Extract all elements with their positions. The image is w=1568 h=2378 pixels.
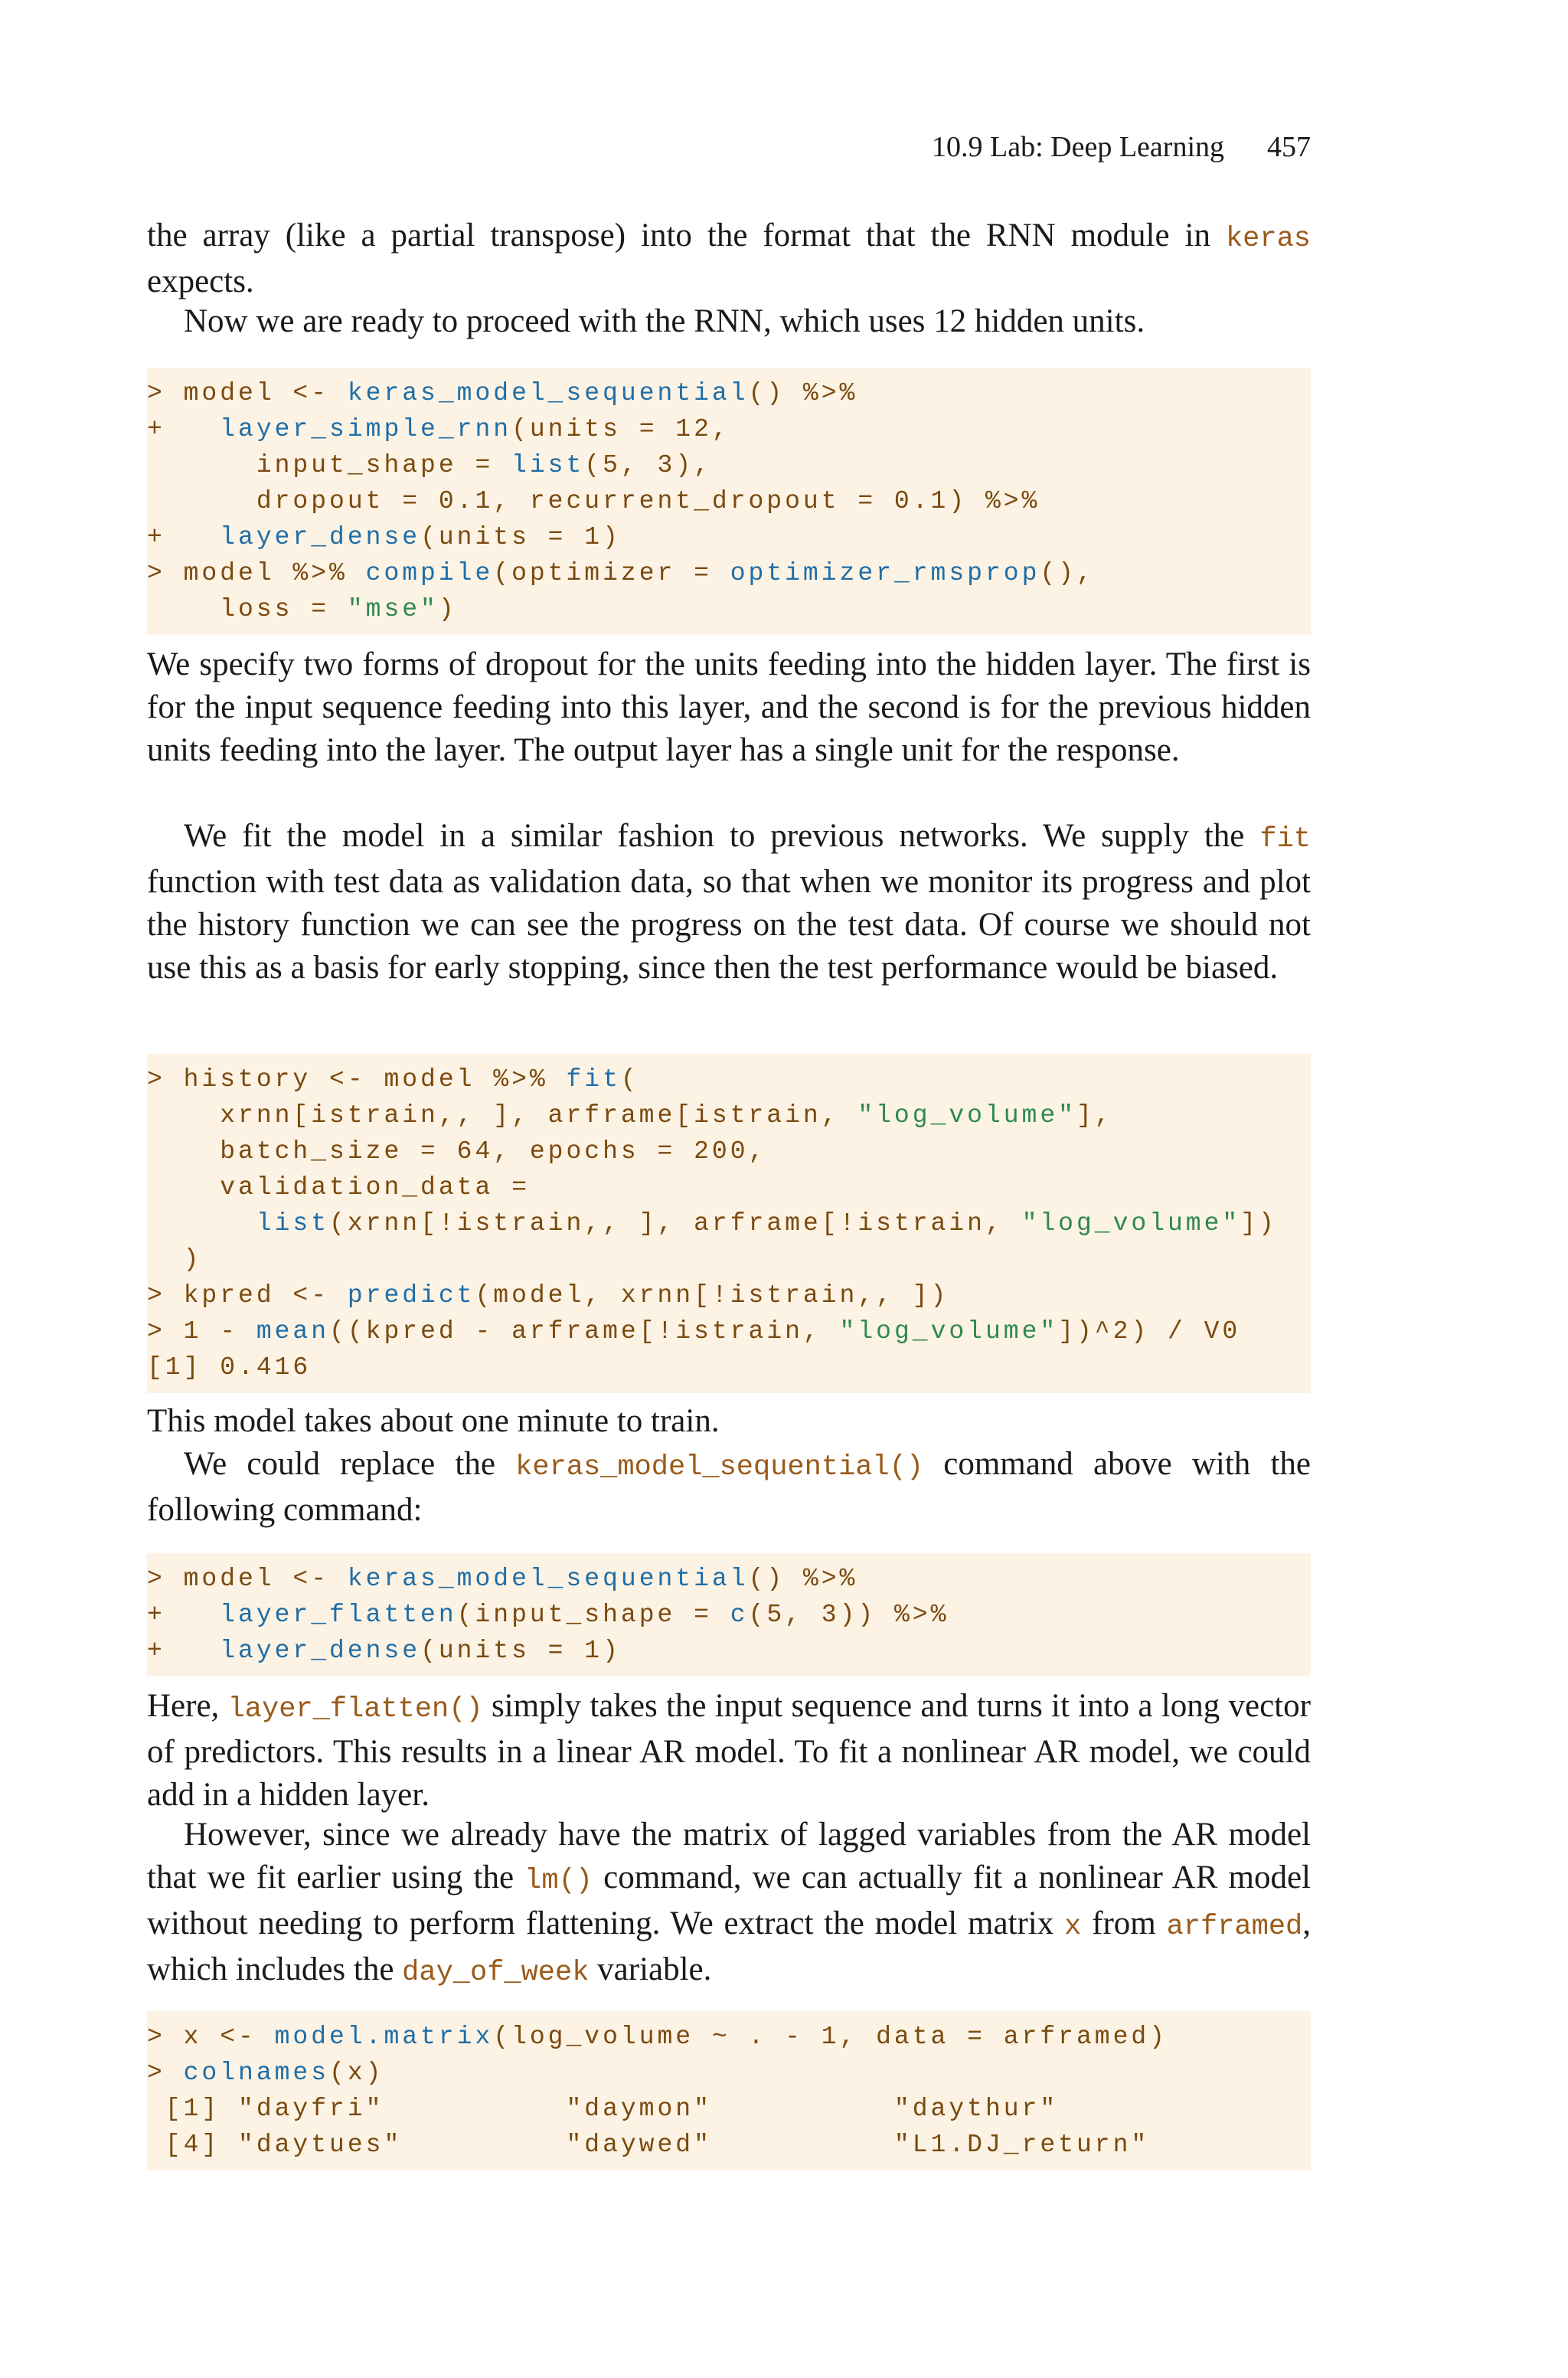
paragraph-7: Here, layer_flatten() simply takes the input sequence and turns it into a long vector of predictors. This results in a linear AR model. To fit a nonlinear AR model, we could add in a hidden layer. (147, 1688, 1311, 1813)
paragraph-2: Now we are ready to proceed with the RNN, which uses 12 hidden units. (184, 303, 1145, 339)
code-token: colnames (183, 2059, 330, 2087)
paragraph-3: We specify two forms of dropout for the units feeding into the hidden layer. The first is for the input sequence feeding into this layer, and the second is for the previous hidden units feeding into the layer. The output layer has a single unit for the response. (147, 646, 1311, 768)
code-token: (xrnn[!istrain,, ], arframe[!istrain, (329, 1209, 1022, 1238)
code-line (147, 1597, 1311, 1633)
code-token: ], (1076, 1101, 1113, 1130)
code-token: ]) (1240, 1209, 1277, 1238)
code-token: layer_dense (220, 523, 421, 551)
code-line (147, 1313, 1311, 1349)
code-token: compile (365, 559, 494, 587)
code-block-3 (147, 1553, 1311, 1676)
code-token: + (147, 523, 220, 551)
code-token: layer_simple_rnn (220, 415, 512, 443)
code-token: fit (566, 1065, 621, 1094)
code-token: c (730, 1601, 749, 1629)
code-token: layer_flatten (220, 1601, 457, 1629)
code-line (147, 375, 1311, 411)
code-line (147, 1133, 1311, 1169)
code-token: list (256, 1209, 330, 1238)
code-line (147, 447, 1311, 483)
code-token: xrnn[istrain,, ], arframe[istrain, (147, 1101, 858, 1130)
running-header (932, 130, 1311, 164)
code-line (147, 1061, 1311, 1097)
inline-code: lm() (524, 1865, 593, 1897)
code-line (147, 591, 1311, 627)
code-block-4 (147, 2011, 1311, 2170)
code-token: (log_volume ~ . - 1, data = arframed) (493, 2023, 1168, 2051)
inline-code: layer_flatten() (227, 1693, 483, 1725)
code-token: list (511, 451, 585, 479)
code-token: input_shape = (147, 451, 512, 479)
code-token: > (147, 2059, 184, 2087)
code-token: > model <- (147, 1565, 348, 1593)
code-line (147, 1205, 1311, 1241)
code-token: ) (438, 595, 457, 623)
inline-code: keras (1225, 223, 1311, 255)
code-token: > model <- (147, 379, 348, 407)
code-token: loss = (147, 595, 348, 623)
code-token: keras_model_sequential (347, 379, 749, 407)
code-line (147, 555, 1311, 591)
code-token: (), (1040, 559, 1095, 587)
code-token: "mse" (347, 595, 439, 623)
code-token: validation_data = (147, 1173, 530, 1202)
code-token: layer_dense (220, 1637, 421, 1665)
code-line (147, 483, 1311, 519)
code-token: mean (256, 1317, 330, 1346)
code-token: (5, 3)) %>% (748, 1601, 949, 1629)
inline-code: arframed (1166, 1911, 1303, 1943)
code-token: predict (347, 1281, 475, 1310)
code-token: "log_volume" (839, 1317, 1059, 1346)
code-token: "log_volume" (1021, 1209, 1241, 1238)
code-token: (optimizer = (493, 559, 730, 587)
code-line (147, 1633, 1311, 1669)
code-token: (5, 3), (584, 451, 712, 479)
inline-code: fit (1259, 823, 1311, 855)
code-token: [1] "dayfri" "daymon" "daythur" (147, 2095, 1059, 2123)
code-line (147, 411, 1311, 447)
code-token: > kpred <- (147, 1281, 348, 1310)
code-block-2 (147, 1054, 1311, 1393)
code-line (147, 2127, 1311, 2163)
code-token: ( (620, 1065, 639, 1094)
code-token: dropout = 0.1, recurrent_dropout = 0.1) %>% (147, 487, 1040, 515)
code-token: ((kpred - arframe[!istrain, (329, 1317, 840, 1346)
code-token: model.matrix (274, 2023, 494, 2051)
code-token (147, 1209, 256, 1238)
code-token: batch_size = 64, epochs = 200, (147, 1137, 767, 1166)
code-token: (units = 1) (420, 523, 621, 551)
code-token: > x <- (147, 2023, 275, 2051)
code-token: "log_volume" (858, 1101, 1076, 1130)
code-token: keras_model_sequential (347, 1565, 749, 1593)
inline-code: day_of_week (402, 1957, 590, 1989)
code-line (147, 1169, 1311, 1205)
code-token: (units = 1) (420, 1637, 621, 1665)
paragraph-1: the array (like a partial transpose) into the format that the RNN module in keras expects. (147, 218, 1311, 299)
code-token: > history <- model %>% (147, 1065, 567, 1094)
paragraph-8: However, since we already have the matrix of lagged variables from the AR model that we fit earlier using the lm() command, we can actually fit a nonlinear AR model without needing to perform flattening. We extract the model matrix x from arframed, which includes the day_of_week variable. (147, 1817, 1311, 1989)
code-token: (input_shape = (456, 1601, 730, 1629)
code-token: ) (147, 1245, 202, 1274)
code-token: > 1 - (147, 1317, 256, 1346)
code-line (147, 1277, 1311, 1313)
page-number: 457 (1267, 131, 1311, 163)
code-token: () %>% (748, 1565, 858, 1593)
paragraph-5: This model takes about one minute to train. (147, 1403, 720, 1439)
paragraph-6: We could replace the keras_model_sequential() command above with the following command: (147, 1446, 1312, 1528)
code-line (147, 1097, 1311, 1133)
code-line (147, 1349, 1311, 1385)
code-token: (x) (329, 2059, 384, 2087)
code-line (147, 1241, 1311, 1277)
code-token: optimizer_rmsprop (730, 559, 1040, 587)
paragraph-4: We fit the model in a similar fashion to previous networks. We supply the fit function with test data as validation data, so that when we monitor its progress and plot the history function we can see the progress on the test data. Of course we should not use this as a basis for early stopping, since then the test performance would be biased. (147, 818, 1311, 986)
code-token: () %>% (748, 379, 858, 407)
code-token: (units = 12, (511, 415, 730, 443)
code-line (147, 519, 1311, 555)
code-line (147, 2019, 1311, 2055)
inline-code: x (1064, 1911, 1082, 1943)
code-line (147, 2055, 1311, 2091)
code-token: (model, xrnn[!istrain,, ]) (475, 1281, 949, 1310)
code-block-1 (147, 368, 1311, 635)
code-token: + (147, 1601, 220, 1629)
code-token: + (147, 1637, 220, 1665)
inline-code: keras_model_sequential() (515, 1451, 924, 1483)
code-token: [4] "daytues" "daywed" "L1.DJ_return" (147, 2131, 1150, 2159)
code-line (147, 2091, 1311, 2127)
code-line (147, 1561, 1311, 1597)
code-token: ])^2) / V0 (1058, 1317, 1241, 1346)
code-token: [1] 0.416 (147, 1353, 312, 1382)
code-token: + (147, 415, 220, 443)
section-title: 10.9 Lab: Deep Learning (932, 131, 1224, 163)
code-token: > model %>% (147, 559, 366, 587)
